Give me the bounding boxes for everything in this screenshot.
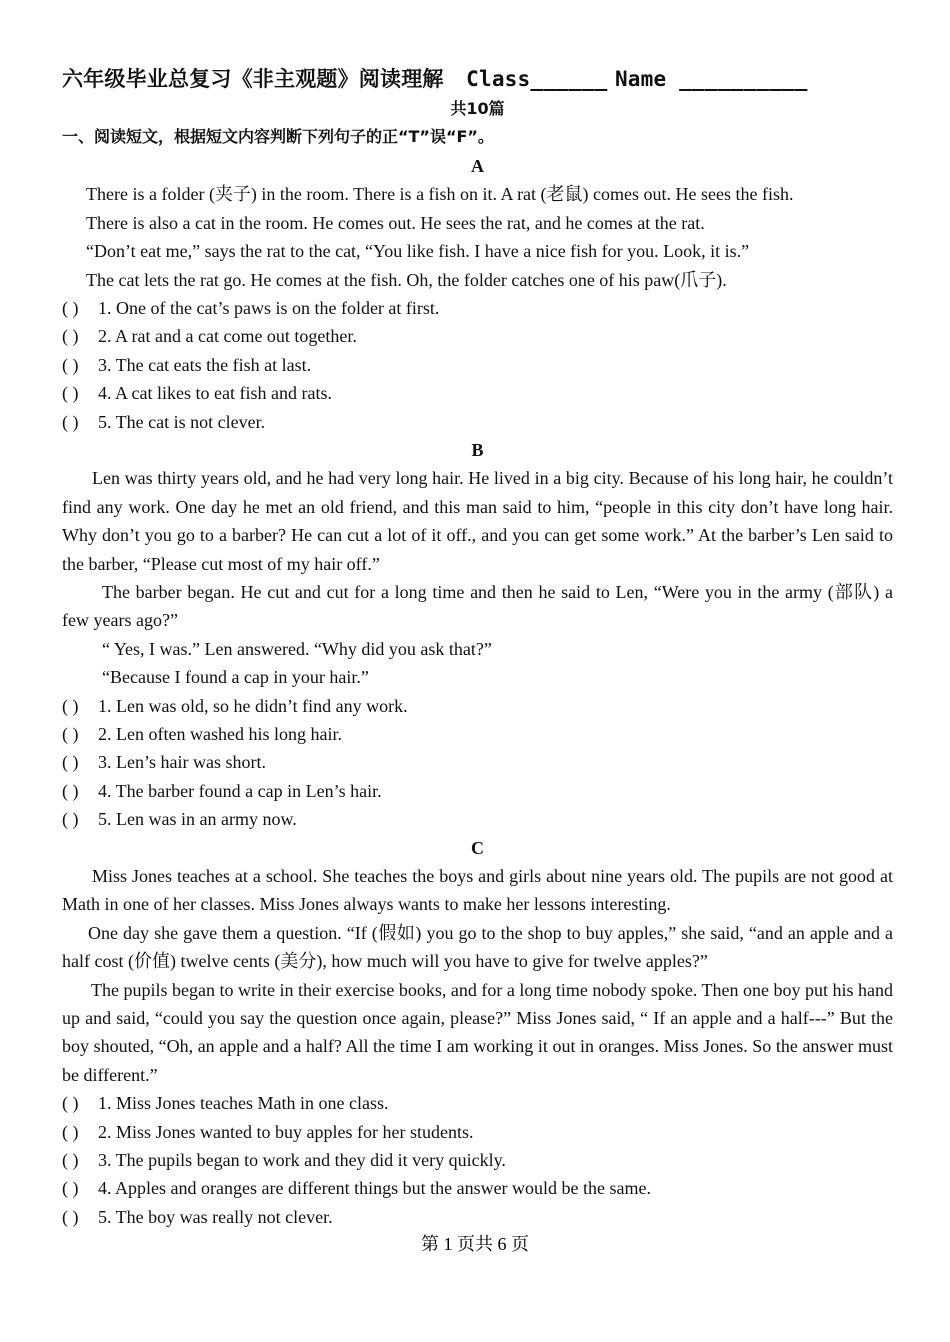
answer-blank[interactable]: ( ) bbox=[62, 298, 79, 319]
section-b bbox=[62, 436, 893, 834]
paragraph: There is a folder (夹子) in the room. There is a fish on it. A rat (老鼠) comes out. He sees the fish. bbox=[86, 184, 794, 205]
paragraph: “Don’t eat me,” says the rat to the cat, “You like fish. I have a nice fish for you. Look, it is.” bbox=[86, 241, 750, 262]
question-text: 3. Len’s hair was short. bbox=[98, 752, 266, 773]
page-title: 六年级毕业总复习《非主观题》阅读理解 bbox=[62, 67, 444, 91]
question-text: 5. The cat is not clever. bbox=[98, 411, 266, 432]
question-item bbox=[62, 720, 893, 748]
passage-count: 共10篇 bbox=[450, 99, 505, 118]
answer-blank[interactable]: ( ) bbox=[62, 724, 79, 744]
answer-blank[interactable]: ( ) bbox=[62, 411, 79, 432]
section-c bbox=[62, 834, 893, 1232]
question-text: 1. Len was old, so he didn’t find any work. bbox=[98, 695, 408, 716]
answer-blank[interactable]: ( ) bbox=[62, 809, 79, 830]
section-label: A bbox=[471, 156, 484, 176]
question-text: 1. One of the cat’s paws is on the folder at first. bbox=[98, 298, 440, 319]
paragraph: “Because I found a cap in your hair.” bbox=[102, 667, 369, 688]
name-field[interactable]: Name __________ bbox=[614, 67, 808, 91]
paragraph: The cat lets the rat go. He comes at the fish. Oh, the folder catches one of his paw(爪子). bbox=[86, 269, 727, 290]
answer-blank[interactable]: ( ) bbox=[62, 383, 79, 404]
answer-blank[interactable]: ( ) bbox=[62, 1206, 79, 1227]
question-item bbox=[62, 1118, 893, 1146]
question-item bbox=[62, 777, 893, 805]
question-text: 5. The boy was really not clever. bbox=[98, 1206, 333, 1227]
question-text: 4. Apples and oranges are different things but the answer would be the same. bbox=[98, 1178, 652, 1199]
page-number: 第 1 页共 6 页 bbox=[421, 1234, 529, 1254]
question-item bbox=[62, 748, 893, 776]
question-text: 3. The cat eats the fish at last. bbox=[98, 354, 312, 375]
question-item bbox=[62, 379, 893, 407]
question-item bbox=[62, 294, 893, 322]
answer-blank[interactable]: ( ) bbox=[62, 1149, 79, 1170]
answer-blank[interactable]: ( ) bbox=[62, 1178, 79, 1199]
worksheet-page bbox=[62, 62, 893, 1231]
question-text: 5. Len was in an army now. bbox=[98, 809, 297, 830]
paragraph: Miss Jones teaches at a school. She teaches the boys and girls about nine years old. The pupils are not good at Math in one of her classes. Miss Jones always wants to make her lessons interesting. bbox=[62, 865, 893, 915]
section-a bbox=[62, 152, 893, 436]
answer-blank[interactable]: ( ) bbox=[62, 354, 79, 375]
paragraph: Len was thirty years old, and he had very long hair. He lived in a big city. Because of his long hair, he couldn’t find any work. One day he met an old friend, and this man said to him, “people in this city don’t have long hair. Why don’t you go to a barber? He can cut a lot of it off., and you can get some work.” At the barber’s Len said to the barber, “Please cut most of my hair off.” bbox=[62, 468, 893, 574]
paragraph: One day she gave them a question. “If (假如) you go to the shop to buy apples,” she said, “and an apple and a half cost (价值) twelve cents (美分), how much will you have to give for twelve apples?” bbox=[62, 922, 893, 972]
answer-blank[interactable]: ( ) bbox=[62, 780, 79, 801]
question-text: 2. A rat and a cat come out together. bbox=[98, 326, 357, 347]
question-text: 3. The pupils began to work and they did it very quickly. bbox=[98, 1149, 506, 1170]
question-text: 1. Miss Jones teaches Math in one class. bbox=[98, 1093, 389, 1114]
question-text: 2. Len often washed his long hair. bbox=[98, 724, 342, 744]
section-label: C bbox=[471, 837, 484, 858]
question-item bbox=[62, 1089, 893, 1117]
question-item bbox=[62, 1146, 893, 1174]
question-text: 2. Miss Jones wanted to buy apples for her students. bbox=[98, 1121, 474, 1142]
question-item bbox=[62, 322, 893, 350]
question-item bbox=[62, 692, 893, 720]
section-label: B bbox=[471, 439, 484, 460]
question-item bbox=[62, 805, 893, 833]
instruction-text: 一、阅读短文，根据短文内容判断下列句子的正“T”误“F”。 bbox=[62, 127, 494, 146]
answer-blank[interactable]: ( ) bbox=[62, 1093, 79, 1114]
answer-blank[interactable]: ( ) bbox=[62, 326, 79, 347]
paragraph: The barber began. He cut and cut for a long time and then he said to Len, “Were you in the army (部队) a few years ago?” bbox=[62, 581, 893, 631]
answer-blank[interactable]: ( ) bbox=[62, 752, 79, 773]
class-field[interactable]: Class______ bbox=[466, 67, 608, 91]
question-item bbox=[62, 408, 893, 436]
paragraph: “ Yes, I was.” Len answered. “Why did you ask that?” bbox=[102, 638, 492, 659]
question-item bbox=[62, 351, 893, 379]
question-item bbox=[62, 1203, 893, 1231]
question-item bbox=[62, 1174, 893, 1202]
question-text: 4. A cat likes to eat fish and rats. bbox=[98, 383, 332, 404]
paragraph: There is also a cat in the room. He comes out. He sees the rat, and he comes at the rat. bbox=[86, 212, 705, 233]
answer-blank[interactable]: ( ) bbox=[62, 695, 79, 716]
worksheet-header bbox=[62, 62, 893, 96]
question-text: 4. The barber found a cap in Len’s hair. bbox=[98, 780, 382, 801]
answer-blank[interactable]: ( ) bbox=[62, 1121, 79, 1142]
paragraph: The pupils began to write in their exercise books, and for a long time nobody spoke. Then one boy put his hand up and said, “could you say the question once again, please?” Miss Jones said, “ If an apple and a half---” But the boy shouted, “Oh, an apple and a half? All the time I am working it out in oranges. Miss Jones. So the answer must be different.” bbox=[62, 979, 894, 1085]
